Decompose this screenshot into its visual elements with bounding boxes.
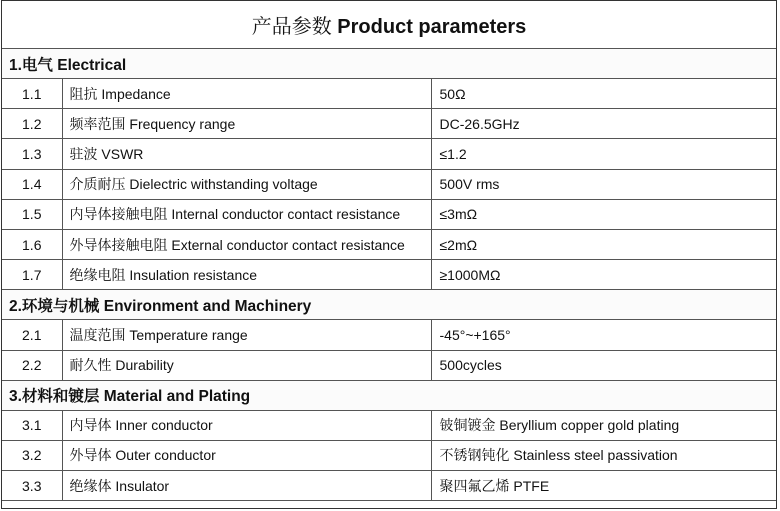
section-header-row [2, 49, 776, 79]
parameter-name: 阻抗 Impedance [62, 79, 431, 109]
parameter-value: DC-26.5GHz [431, 109, 776, 139]
parameter-name: 内导体 Inner conductor [62, 410, 431, 440]
parameter-value: ≤1.2 [431, 139, 776, 169]
section-heading: 1.电气 Electrical [2, 49, 776, 79]
parameter-value: -45°~+165° [431, 320, 776, 350]
section-heading: 2.环境与机械 Environment and Machinery [2, 290, 776, 320]
table-row [2, 169, 776, 199]
parameter-value: ≤2mΩ [431, 229, 776, 259]
parameter-name: 频率范围 Frequency range [62, 109, 431, 139]
parameter-value: 50Ω [431, 79, 776, 109]
parameter-name: 温度范围 Temperature range [62, 320, 431, 350]
row-number: 3.3 [2, 471, 62, 501]
parameter-value: 不锈钢钝化 Stainless steel passivation [431, 440, 776, 470]
table-row [2, 471, 776, 501]
parameter-value: 500V rms [431, 169, 776, 199]
row-number: 2.2 [2, 350, 62, 380]
parameter-value: 聚四氟乙烯 PTFE [431, 471, 776, 501]
table-row [2, 320, 776, 350]
title-en: Product parameters [337, 16, 527, 38]
section-heading: 3.材料和镀层 Material and Plating [2, 380, 776, 410]
table-row [2, 260, 776, 290]
row-number: 1.3 [2, 139, 62, 169]
section-header-row [2, 290, 776, 320]
parameter-value: ≤3mΩ [431, 199, 776, 229]
table-row [2, 109, 776, 139]
row-number: 1.1 [2, 79, 62, 109]
row-number: 1.5 [2, 199, 62, 229]
parameter-name: 耐久性 Durability [62, 350, 431, 380]
parameter-name: 介质耐压 Dielectric withstanding voltage [62, 169, 431, 199]
table-row [2, 199, 776, 229]
parameter-name: 外导体接触电阻 External conductor contact resistance [62, 229, 431, 259]
table-row [2, 79, 776, 109]
row-number: 2.1 [2, 320, 62, 350]
row-number: 1.4 [2, 169, 62, 199]
row-number: 3.2 [2, 440, 62, 470]
table-row [2, 350, 776, 380]
parameter-name: 绝缘体 Insulator [62, 471, 431, 501]
parameter-name: 内导体接触电阻 Internal conductor contact resistance [62, 199, 431, 229]
title-row [2, 1, 776, 49]
parameter-name: 驻波 VSWR [62, 139, 431, 169]
row-number: 1.6 [2, 229, 62, 259]
parameters-table [2, 1, 776, 501]
table-row [2, 410, 776, 440]
parameter-value: 铍铜镀金 Beryllium copper gold plating [431, 410, 776, 440]
product-parameters-sheet [1, 0, 777, 509]
parameter-name: 绝缘电阻 Insulation resistance [62, 260, 431, 290]
table-title [2, 1, 776, 49]
parameter-value: ≥1000MΩ [431, 260, 776, 290]
row-number: 3.1 [2, 410, 62, 440]
row-number: 1.7 [2, 260, 62, 290]
title-zh: 产品参数 [251, 16, 332, 38]
row-number: 1.2 [2, 109, 62, 139]
table-row [2, 229, 776, 259]
section-header-row [2, 380, 776, 410]
table-row [2, 440, 776, 470]
parameter-name: 外导体 Outer conductor [62, 440, 431, 470]
parameter-value: 500cycles [431, 350, 776, 380]
table-row [2, 139, 776, 169]
